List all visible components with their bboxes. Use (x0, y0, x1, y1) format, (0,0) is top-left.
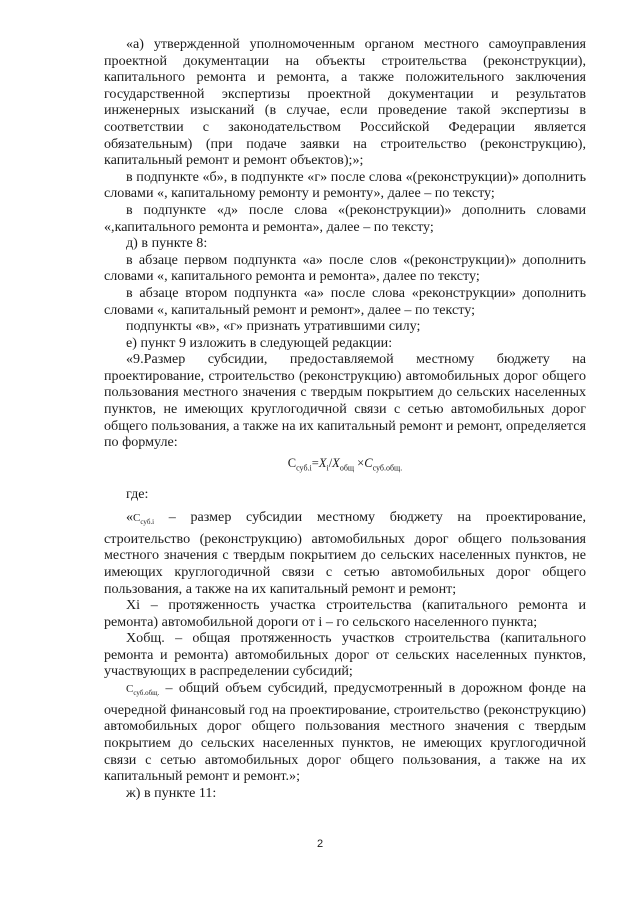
paragraph-item-8: д) в пункте 8: (126, 235, 208, 252)
formula-c-i: $С_{суб.i}$ (287, 455, 312, 473)
formula-x-total: X (332, 455, 340, 470)
paragraph-item-9: е) пункт 9 изложить в следующей редакции: (126, 334, 393, 351)
formula-times: × (354, 455, 365, 470)
where-label: где: (126, 486, 149, 503)
paragraph-formula-intro: «9.Размер субсидии, предоставляемой местному бюджету на проектирование, строительство (реконструкцию) автомобильных дорог общего пользования местного значения с твердым покрытием до сельских населенных пунктов, не имеющих круглогодичной связи с сетью автомобильных дорог общего пользования, а также на их капитальный ремонт и ремонт, определяется по формуле: (104, 351, 586, 451)
formula-x-i: X (318, 455, 327, 470)
symbol-c-total: $С_{суб.общ.}$ (126, 683, 160, 698)
paragraph-item-11: ж) в пункте 11: (126, 784, 217, 801)
formula-equals: = (311, 455, 319, 470)
paragraph-def-x-i: Xi – протяженность участка строительства (капитального ремонта и ремонта) автомобильной дороги от i – го сельского населенного пункта; (104, 597, 586, 630)
formula-slash: / (328, 455, 333, 470)
formula-c-total: С (364, 455, 373, 470)
symbol-x-i: Xi (126, 597, 141, 614)
paragraph-abzac-1: в абзаце первом подпункта «а» после слов «(реконструкции)» дополнить словами «, капитального ремонта и ремонта», далее по тексту; (104, 251, 586, 285)
paragraph-def-c-i: «$С_{суб.i}$ – размер субсидии местному бюджету на проектирование, строительство (реконструкцию) автомобильных дорог общего пользования местного значения с твердым покрытием до сельских населенных пунктов, не имеющих круглогодичной связи с сетью автомобильных дорог общего пользования, а также на их капитальный ремонт и ремонт; (104, 508, 586, 597)
symbol-c-i: $С_{суб.i}$ (133, 511, 155, 527)
paragraph-def-c-total: $С_{суб.общ.}$ – общий объем субсидий, предусмотренный в дорожном фонде на очередной финансовый год на проектирование, строительство (реконструкцию) автомобильных дорог общего пользования местного значения с твердым покрытием до сельских населенных пунктов, не имеющих круглогодичной связи с сетью автомобильных дорог общего пользования, а также на их капитальный ремонт и ремонт.»; (104, 680, 586, 785)
paragraph-abzac-2: в абзаце втором подпункта «а» после слова «реконструкции» дополнить словами «, капитальный ремонт и ремонт», далее – по тексту; (104, 284, 586, 318)
symbol-x-total: Xобщ. (126, 630, 165, 647)
paragraph-def-x-total: Xобщ. – общая протяженность участков строительства (капитального ремонта и ремонта) автомобильных дорог от сельских населенных пунктов, участвующих в распределении субсидий; (104, 630, 586, 680)
formula: $С_{суб.i}=X_i/X_{общ} \times С_{суб.общ.}$ (287, 455, 403, 473)
paragraph-a: «а) утвержденной уполномоченным органом местного самоуправления проектной документации на объекты строительства (реконструкции), капитального ремонта и ремонта, а также положительного заключения государственной экспертизы проектной документации и результатов инженерных изысканий (в случае, если проведение такой экспертизы в соответствии с законодательством Российской Федерации является обязательным) (при подаче заявки на строительство (реконструкцию), капитальный ремонт и ремонт объектов);»; (104, 36, 586, 169)
paragraph-invalid: подпункты «в», «г» признать утратившими силу; (126, 318, 421, 335)
body-text (104, 36, 586, 801)
paragraph-subitem-b-g: в подпункте «б», в подпункте «г» после слова «(реконструкции)» дополнить словами «, капитальному ремонту и ремонту», далее – по тексту; (104, 168, 586, 202)
paragraph-subitem-d: в подпункте «д» после слова «(реконструкции)» дополнить словами «,капитального ремонта и ремонта», далее – по тексту; (104, 201, 586, 235)
page-number: 2 (316, 838, 324, 850)
